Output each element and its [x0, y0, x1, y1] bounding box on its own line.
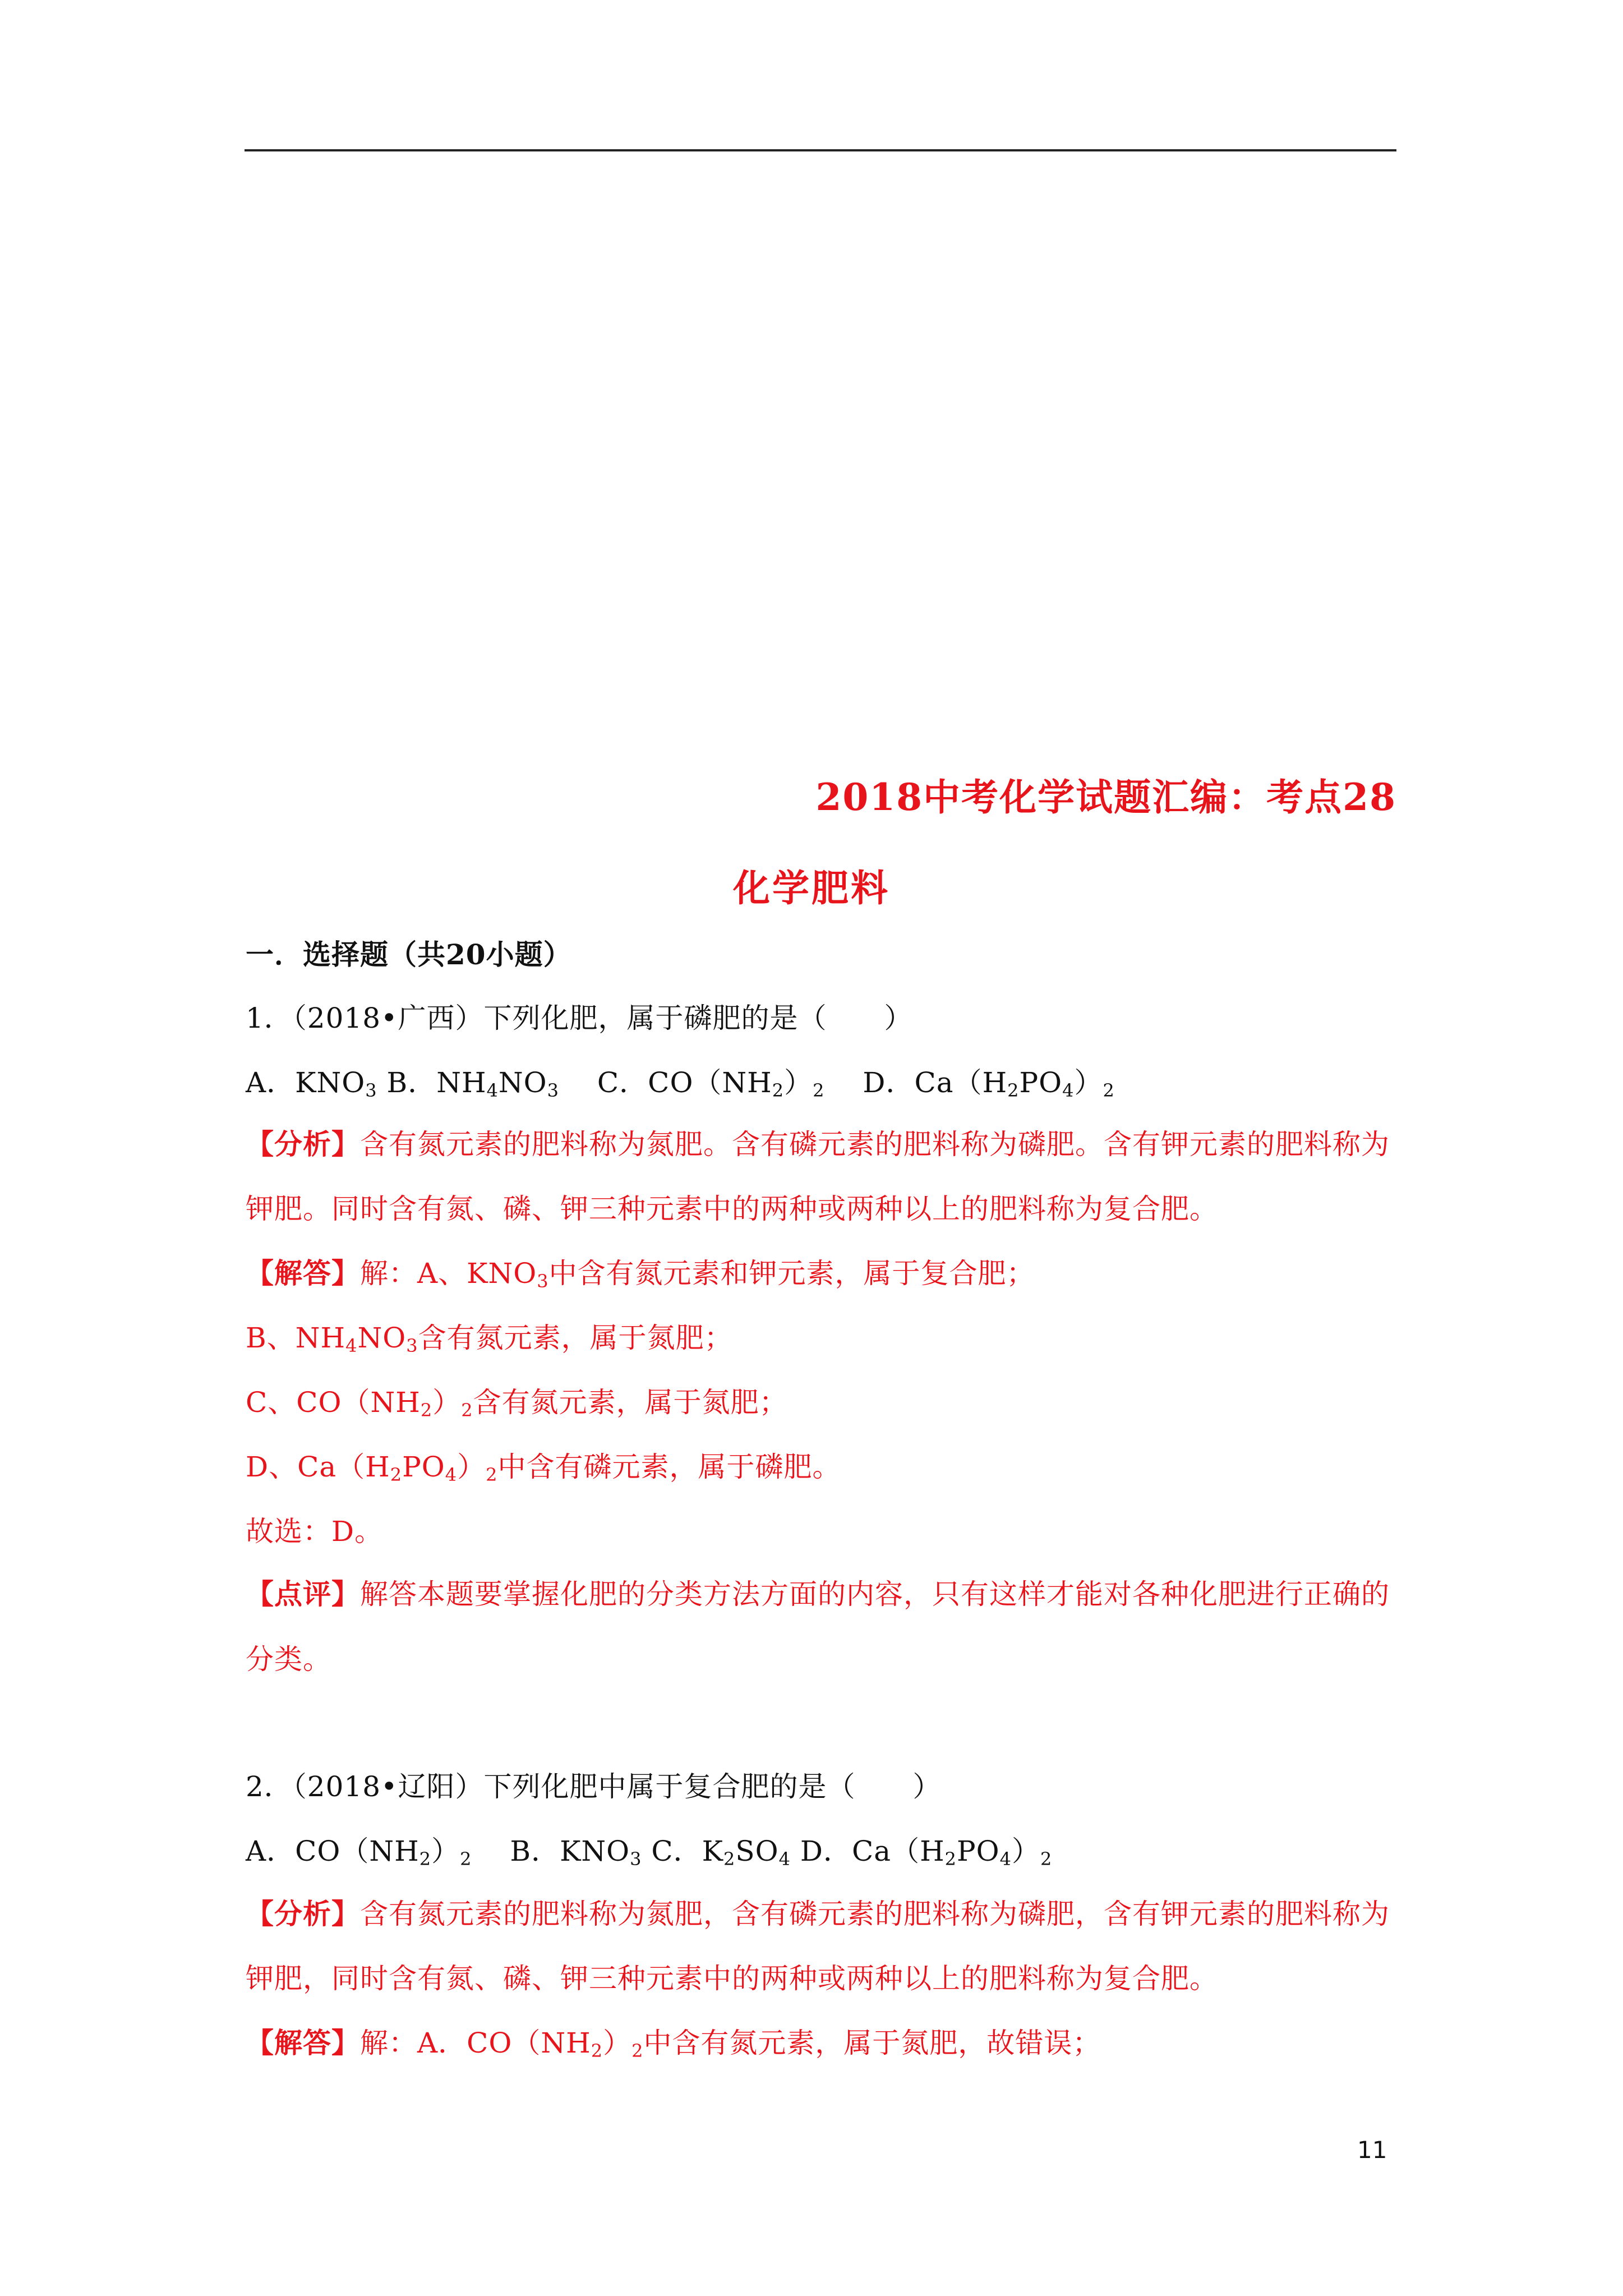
question-1-analysis-cont: 钾肥。同时含有氮、磷、钾三种元素中的两种或两种以上的肥料称为复合肥。 [246, 1193, 1218, 1225]
question-1-answer-b: B、$NH_4NO_3$含有氮元素，属于氮肥； [246, 1322, 733, 1356]
question-2-options: A．$CO(NH_2)_2$ B．$KNO_3$ C．$K_2SO_4$ D．$Ca(H_2PO_4)_2$ [246, 1835, 1053, 1870]
question-2-stem: 2．（2018•辽阳）下列化肥中属于复合肥的是（ ） [246, 1770, 942, 1803]
question-1-options: A．$KNO_3$ B．$NH_4NO_3$ C．$CO(NH_2)_2$ D．$Ca(H_2PO_4)_2$ [246, 1066, 1115, 1101]
page-number: 11 [1357, 2136, 1387, 2164]
header-rule [245, 149, 1396, 151]
question-2-analysis-cont: 钾肥，同时含有氮、磷、钾三种元素中的两种或两种以上的肥料称为复合肥。 [246, 1962, 1218, 1995]
question-2-answer: 【解答】解：A．$CO(NH_2)_2$中含有氮元素，属于氮肥，故错误； [246, 2026, 1101, 2062]
document-subtitle: 化学肥料 [733, 866, 890, 910]
question-2-analysis: 【分析】含有氮元素的肥料称为氮肥，含有磷元素的肥料称为磷肥，含有钾元素的肥料称为 [246, 1897, 1390, 1930]
question-1-answer: 【解答】解：A、$KNO_3$中含有氮元素和钾元素，属于复合肥； [246, 1257, 1035, 1292]
question-1-answer-d: D、$Ca(H_2PO_4)_2$中含有磷元素，属于磷肥。 [246, 1451, 841, 1485]
question-1-answer-c: C、$CO(NH_2)_2$含有氮元素，属于氮肥； [246, 1386, 788, 1421]
question-1-choice: 故选：D。 [246, 1515, 384, 1548]
question-1-analysis: 【分析】含有氮元素的肥料称为氮肥。含有磷元素的肥料称为磷肥。含有钾元素的肥料称为 [246, 1128, 1390, 1161]
document-title: 2018中考化学试题汇编：考点28 [815, 775, 1396, 819]
question-1-comment-cont: 分类。 [246, 1643, 331, 1676]
question-1-stem: 1．（2018•广西）下列化肥，属于磷肥的是（ ） [246, 1002, 913, 1034]
question-1-comment: 【点评】解答本题要掌握化肥的分类方法方面的内容，只有这样才能对各种化肥进行正确的 [246, 1577, 1390, 1611]
section-heading: 一．选择题（共20小题） [246, 938, 572, 971]
